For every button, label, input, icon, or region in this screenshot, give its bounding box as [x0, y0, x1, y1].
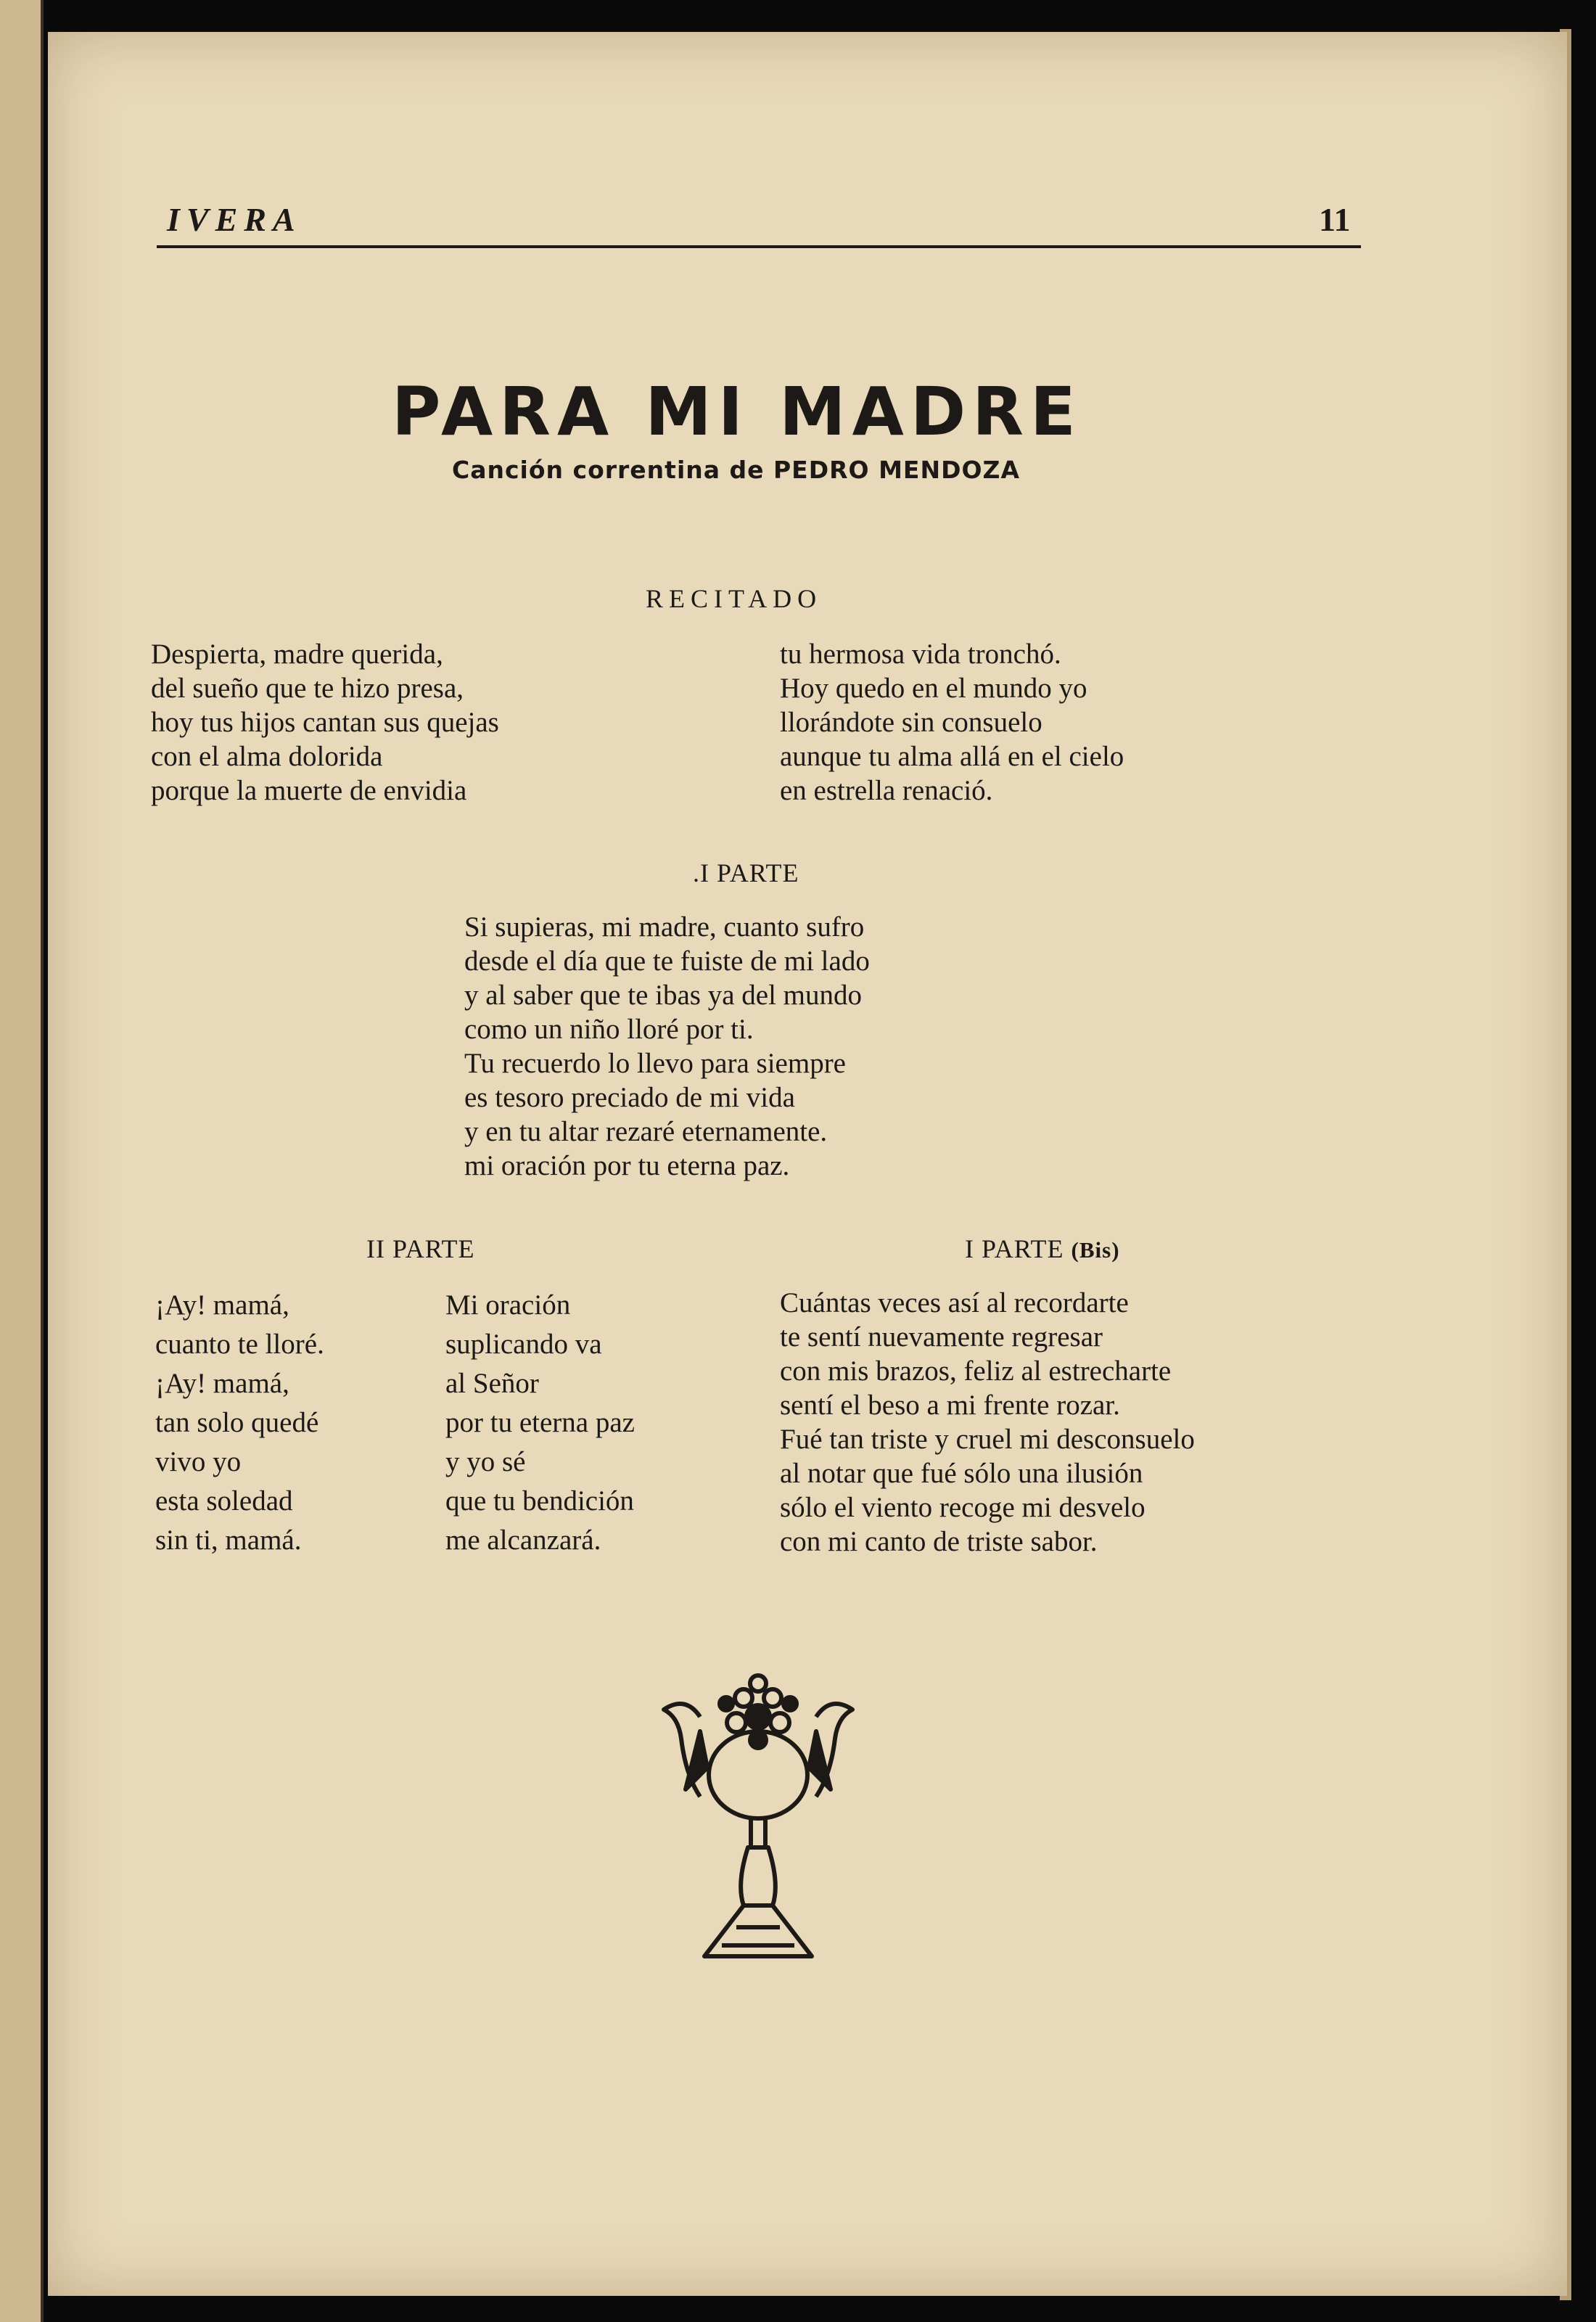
verse-line: Mi oración: [445, 1289, 571, 1321]
bis-label: (Bis): [1071, 1237, 1120, 1263]
song-subtitle: Canción correntina de PEDRO MENDOZA: [452, 456, 1020, 484]
previous-page-edge: [0, 0, 44, 2322]
verse-line: sin ti, mamá.: [155, 1525, 302, 1556]
verse-line: suplicando va: [445, 1329, 602, 1360]
running-header: IVERA: [167, 201, 302, 238]
song-title: PARA MI MADRE: [392, 373, 1082, 451]
verse-line: aunque tu alma allá en el cielo: [780, 741, 1124, 772]
parte1-bis-heading: [965, 1234, 1120, 1264]
verse-line: ¡Ay! mamá,: [155, 1368, 289, 1399]
verse-line: con el alma dolorida: [151, 741, 383, 772]
verse-line: mi oración por tu eterna paz.: [464, 1150, 790, 1181]
verse-line: con mi canto de triste sabor.: [780, 1526, 1098, 1557]
header-rule: [157, 245, 1361, 248]
verse-line: tu hermosa vida tronchó.: [780, 639, 1061, 670]
verse-line: y en tu altar rezaré eternamente.: [464, 1116, 828, 1147]
flower-vase-icon: [657, 1666, 860, 1974]
verse-line: Hoy quedo en el mundo yo: [780, 673, 1087, 704]
verse-line: hoy tus hijos cantan sus quejas: [151, 707, 499, 738]
verse-line: del sueño que te hizo presa,: [151, 673, 464, 704]
verse-line: tan solo quedé: [155, 1407, 319, 1438]
parte1-bis-heading-text: I PARTE: [965, 1234, 1064, 1263]
verse-line: Si supieras, mi madre, cuanto sufro: [464, 911, 865, 943]
verse-line: y yo sé: [445, 1446, 526, 1477]
verse-line: te sentí nuevamente regresar: [780, 1321, 1103, 1353]
parte2-col2: [445, 1286, 635, 1560]
verse-line: cuanto te lloré.: [155, 1329, 324, 1360]
verse-line: que tu bendición: [445, 1485, 634, 1517]
verse-line: Tu recuerdo lo llevo para siempre: [464, 1048, 846, 1079]
page-number: 11: [1319, 201, 1351, 238]
parte1-heading: .I PARTE: [693, 858, 799, 887]
verse-line: al Señor: [445, 1368, 539, 1399]
verse-line: porque la muerte de envidia: [151, 775, 467, 806]
parte1-stanza: [464, 910, 870, 1183]
verse-line: Cuántas veces así al recordarte: [780, 1287, 1129, 1318]
verse-line: llorándote sin consuelo: [780, 707, 1042, 738]
recitado-heading: RECITADO: [646, 584, 823, 613]
verse-line: ¡Ay! mamá,: [155, 1289, 289, 1321]
parte2-col1: [155, 1286, 324, 1560]
verse-line: en estrella renació.: [780, 775, 993, 806]
recitado-left-stanza: [151, 637, 499, 808]
verse-line: como un niño lloré por ti.: [464, 1014, 754, 1045]
parte1-bis-stanza: [780, 1286, 1195, 1559]
recitado-right-stanza: [780, 637, 1124, 808]
verse-line: por tu eterna paz: [445, 1407, 635, 1438]
verse-line: Fué tan triste y cruel mi desconsuelo: [780, 1424, 1195, 1455]
verse-line: es tesoro preciado de mi vida: [464, 1082, 795, 1113]
verse-line: vivo yo: [155, 1446, 242, 1477]
verse-line: con mis brazos, feliz al estrecharte: [780, 1355, 1172, 1387]
verse-line: sentí el beso a mi frente rozar.: [780, 1390, 1120, 1421]
verse-line: desde el día que te fuiste de mi lado: [464, 945, 870, 977]
verse-line: sólo el viento recoge mi desvelo: [780, 1492, 1145, 1523]
parte2-heading: II PARTE: [366, 1234, 475, 1263]
verse-line: me alcanzará.: [445, 1525, 601, 1556]
verse-line: al notar que fué sólo una ilusión: [780, 1458, 1143, 1489]
verse-line: y al saber que te ibas ya del mundo: [464, 980, 862, 1011]
verse-line: Despierta, madre querida,: [151, 639, 443, 670]
verse-line: esta soledad: [155, 1485, 293, 1517]
